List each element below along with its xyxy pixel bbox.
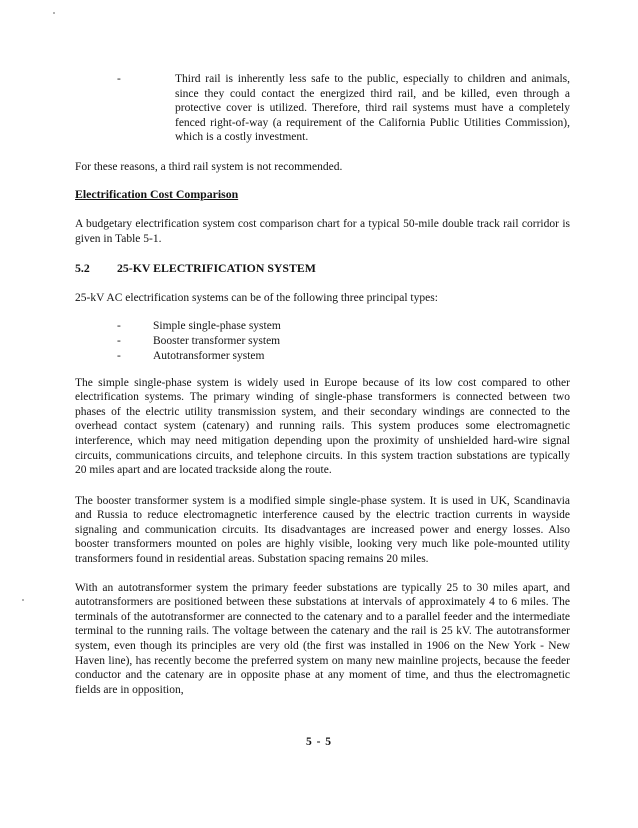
type-list	[75, 319, 570, 364]
section-title: 25-KV ELECTRIFICATION SYSTEM	[117, 261, 316, 276]
para-booster-transformer: The booster transformer system is a modified simple single-phase system. It is used in UK, Scandinavia and Russia to reduce electromagnetic interference caused by the electric traction currents in wayside signaling and communication circuits. Its disadvantages are increased power and energy losses. Also booster transformers mounted on poles are highly visible, looking very much like pole-mounted utility transformers found in residential areas. Substation spacing remains 20 miles.	[75, 494, 570, 566]
section-heading-5-2	[75, 261, 570, 276]
list-dash: -	[117, 319, 121, 332]
bullet-item-third-rail	[75, 72, 570, 145]
para-budgetary: A budgetary electrification system cost comparison chart for a typical 50-mile double track rail corridor is given in Table 5-1.	[75, 218, 570, 245]
para-recommendation: For these reasons, a third rail system is not recommended.	[75, 160, 343, 173]
list-item	[75, 319, 570, 334]
list-dash: -	[117, 349, 121, 362]
list-item	[75, 349, 570, 364]
bullet-text: Third rail is inherently less safe to the public, especially to children and animals, since they could contact the energized third rail, and be killed, even through a protective cover is utilized. Therefore, third rail systems must have a completely fenced right-of-way (a requirement of the California Public Utilities Commission), which is a costly investment.	[175, 73, 570, 144]
page-number: 5 - 5	[305, 736, 333, 748]
scan-speck	[53, 12, 55, 14]
section-number: 5.2	[75, 261, 90, 276]
para-simple-single-phase: The simple single-phase system is widely used in Europe because of its low cost compared to other electrification systems. The primary winding of single-phase transformers is connected between two phases of the electric utility transmission system, and their secondary windings are connected to the overhead contact system (catenary) and running rails. This system produces some electromagnetic interference, which may need mitigation depending upon the proximity of unshielded hard-wire signal circuits, communications circuits, and telephone circuits. In this system traction substations are typically 20 miles apart and are located trackside along the route.	[75, 376, 570, 477]
para-autotransformer: With an autotransformer system the primary feeder substations are typically 25 to 30 miles apart, and autotransformers are positioned between these substations at intervals of approximately 4 to 6 miles. The terminals of the autotransformer are connected to the catenary and to a parallel feeder and the intermediate terminal to the running rails. The voltage between the catenary and the rail is 25 kV. The autotransformer system, even though its principles are very old (the first was installed in 1906 on the New York - New Haven line), has recently become the preferred system on many new mainline projects, because the feeder conductor and the catenary are in opposite phase at any moment of time, and thus the electromagnetic fields are in opposition,	[75, 581, 570, 696]
scan-speck	[22, 599, 24, 601]
heading-electrification-cost-comparison: Electrification Cost Comparison	[75, 186, 239, 201]
bullet-dash: -	[117, 73, 121, 85]
list-item-label: Simple single-phase system	[153, 319, 281, 332]
list-item	[75, 334, 570, 349]
list-item-label: Booster transformer system	[153, 334, 281, 347]
para-principal-types: 25-kV AC electrification systems can be of the following three principal types:	[75, 291, 438, 304]
page-content	[75, 72, 570, 697]
list-dash: -	[117, 334, 121, 347]
list-item-label: Autotransformer system	[153, 349, 265, 362]
